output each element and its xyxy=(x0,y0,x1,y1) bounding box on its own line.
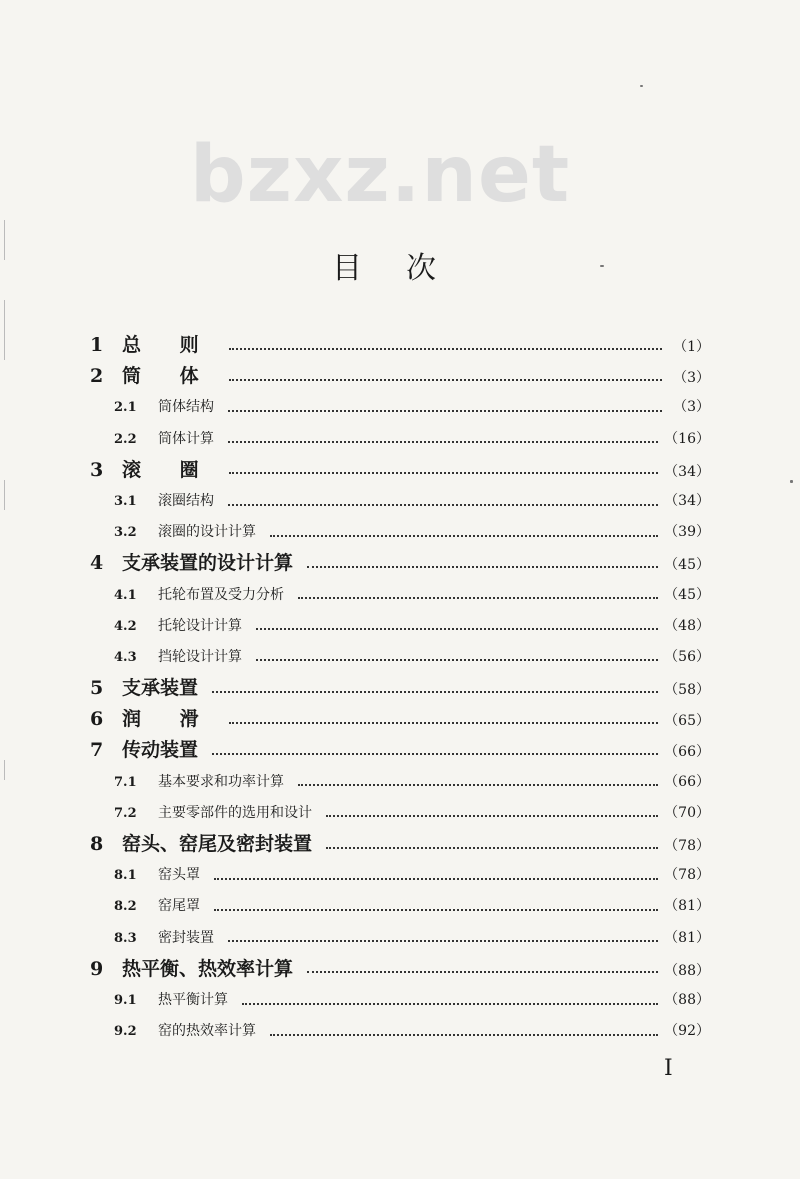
toc-entry-number: 2 xyxy=(90,365,104,388)
toc-entry xyxy=(90,392,710,423)
dot-leader xyxy=(228,439,658,443)
toc-entry-number: 4.2 xyxy=(114,618,137,634)
toc-entry-title: 传动装置 xyxy=(122,739,199,762)
toc-entry-number: 7.1 xyxy=(114,774,137,790)
toc-entry-title: 滚 圈 xyxy=(122,458,215,481)
toc-entry-page: （16） xyxy=(664,430,710,447)
toc-entry xyxy=(90,1016,710,1047)
toc-entry-number: 2.1 xyxy=(114,400,137,416)
toc-entry-page: （70） xyxy=(664,804,710,821)
dot-leader xyxy=(256,657,658,661)
toc-entry-page: （45） xyxy=(664,557,710,574)
toc-entry xyxy=(90,455,710,486)
dot-leader xyxy=(228,408,662,412)
toc-entry-title: 润 滑 xyxy=(122,708,215,731)
toc-entry-page: （45） xyxy=(664,586,710,603)
toc-entry xyxy=(90,798,710,829)
toc-entry-number: 9.1 xyxy=(114,992,137,1008)
toc-entry-page: （92） xyxy=(664,1023,710,1040)
toc-entry-number: 3.1 xyxy=(114,493,137,509)
toc-entry-number: 3 xyxy=(90,458,104,481)
toc-entry-number: 4.3 xyxy=(114,649,137,665)
toc-entry-number: 8.1 xyxy=(114,868,137,884)
toc-entry-number: 5 xyxy=(90,677,104,700)
scan-edge-mark xyxy=(4,480,5,510)
toc-entry-number: 4 xyxy=(90,552,104,575)
dot-leader xyxy=(214,876,658,880)
toc-entry xyxy=(90,829,710,860)
toc-entry xyxy=(90,704,710,735)
toc-entry xyxy=(90,580,710,611)
toc-entry xyxy=(90,330,710,361)
toc-entry-page: （48） xyxy=(664,617,710,634)
toc-entry-page: （88） xyxy=(664,991,710,1008)
scan-speck xyxy=(790,480,793,483)
toc-entry-page: （58） xyxy=(664,682,710,699)
toc-entry-number: 2.2 xyxy=(114,431,137,447)
dot-leader xyxy=(229,377,662,381)
toc-entry xyxy=(90,923,710,954)
toc-entry-title: 筒体计算 xyxy=(158,430,214,447)
toc-entry-title: 窑的热效率计算 xyxy=(158,1023,256,1040)
toc-entry xyxy=(90,954,710,985)
dot-leader xyxy=(298,782,658,786)
dot-leader xyxy=(214,907,658,911)
dot-leader xyxy=(326,845,658,849)
toc-entry-page: （88） xyxy=(664,962,710,979)
scan-edge-mark xyxy=(4,220,5,260)
toc-entry-title: 基本要求和功率计算 xyxy=(158,773,284,790)
toc-entry-title: 托轮布置及受力分析 xyxy=(158,586,284,603)
dot-leader xyxy=(256,626,658,630)
toc-entry xyxy=(90,548,710,579)
toc-entry-number: 1 xyxy=(90,334,104,356)
dot-leader xyxy=(242,1001,658,1005)
watermark: bzxz.net xyxy=(189,130,571,220)
toc-entry xyxy=(90,486,710,517)
dot-leader xyxy=(212,689,658,693)
dot-leader xyxy=(212,751,658,755)
toc-entry-page: （39） xyxy=(664,524,710,541)
toc-entry-number: 9 xyxy=(90,957,104,980)
table-of-contents xyxy=(90,330,710,1047)
dot-leader xyxy=(307,564,658,568)
toc-entry-title: 滚圈的设计计算 xyxy=(158,524,256,541)
toc-entry-page: （78） xyxy=(664,838,710,854)
toc-entry xyxy=(90,767,710,798)
toc-entry-title: 窑头、窑尾及密封装置 xyxy=(122,833,313,855)
toc-entry xyxy=(90,517,710,548)
toc-entry-number: 7 xyxy=(90,739,104,762)
toc-entry-page: （3） xyxy=(673,370,710,387)
toc-entry-number: 9.2 xyxy=(114,1024,137,1040)
page-number: I xyxy=(664,1056,673,1081)
scan-speck xyxy=(600,265,604,267)
dot-leader xyxy=(229,470,659,474)
toc-entry-page: （81） xyxy=(664,898,710,915)
dot-leader xyxy=(307,969,658,973)
toc-entry-title: 挡轮设计计算 xyxy=(158,648,242,665)
dot-leader xyxy=(270,1032,658,1036)
toc-entry xyxy=(90,673,710,704)
toc-entry-page: （34） xyxy=(664,463,710,480)
toc-entry-page: （66） xyxy=(664,744,710,761)
toc-entry xyxy=(90,424,710,455)
toc-entry-page: （1） xyxy=(673,339,710,355)
scan-speck xyxy=(640,85,643,87)
toc-entry-page: （78） xyxy=(664,867,710,884)
toc-entry-page: （56） xyxy=(664,648,710,665)
toc-entry-title: 支承装置 xyxy=(122,677,199,700)
toc-entry-page: （66） xyxy=(664,773,710,790)
toc-entry-page: （81） xyxy=(664,929,710,946)
toc-entry-title: 热平衡、热效率计算 xyxy=(122,957,294,980)
toc-entry-title: 窑尾罩 xyxy=(158,898,200,915)
toc-entry-title: 主要零部件的选用和设计 xyxy=(158,804,312,821)
toc-entry-number: 8 xyxy=(90,833,104,855)
dot-leader xyxy=(270,533,658,537)
toc-entry xyxy=(90,860,710,891)
scan-edge-mark xyxy=(4,760,5,780)
page-title: 目次 xyxy=(332,251,480,286)
toc-entry-title: 窑头罩 xyxy=(158,867,200,884)
toc-entry-page: （3） xyxy=(673,399,710,416)
toc-entry xyxy=(90,642,710,673)
toc-entry-number: 8.2 xyxy=(114,899,137,915)
toc-entry-title: 筒体结构 xyxy=(158,399,214,416)
toc-entry-page: （65） xyxy=(664,713,710,730)
toc-entry xyxy=(90,985,710,1016)
toc-entry-title: 滚圈结构 xyxy=(158,492,214,509)
toc-entry-title: 托轮设计计算 xyxy=(158,617,242,634)
toc-entry-title: 热平衡计算 xyxy=(158,991,228,1008)
toc-entry-title: 支承装置的设计计算 xyxy=(122,552,294,575)
dot-leader xyxy=(228,502,658,506)
toc-entry-page: （34） xyxy=(664,492,710,509)
toc-entry-number: 7.2 xyxy=(114,805,137,821)
dot-leader xyxy=(228,938,658,942)
toc-entry-number: 6 xyxy=(90,708,104,731)
toc-entry xyxy=(90,361,710,392)
scan-edge-mark xyxy=(4,300,5,360)
toc-entry-number: 8.3 xyxy=(114,930,137,946)
toc-entry-number: 3.2 xyxy=(114,525,137,541)
dot-leader xyxy=(229,720,659,724)
dot-leader xyxy=(298,595,658,599)
dot-leader xyxy=(229,346,662,350)
toc-entry-title: 密封装置 xyxy=(158,929,214,946)
toc-entry xyxy=(90,891,710,922)
dot-leader xyxy=(326,813,658,817)
toc-entry xyxy=(90,735,710,766)
toc-entry-number: 4.1 xyxy=(114,587,137,603)
toc-entry xyxy=(90,611,710,642)
toc-entry-title: 总 则 xyxy=(122,334,215,356)
toc-entry-title: 筒 体 xyxy=(122,365,215,388)
